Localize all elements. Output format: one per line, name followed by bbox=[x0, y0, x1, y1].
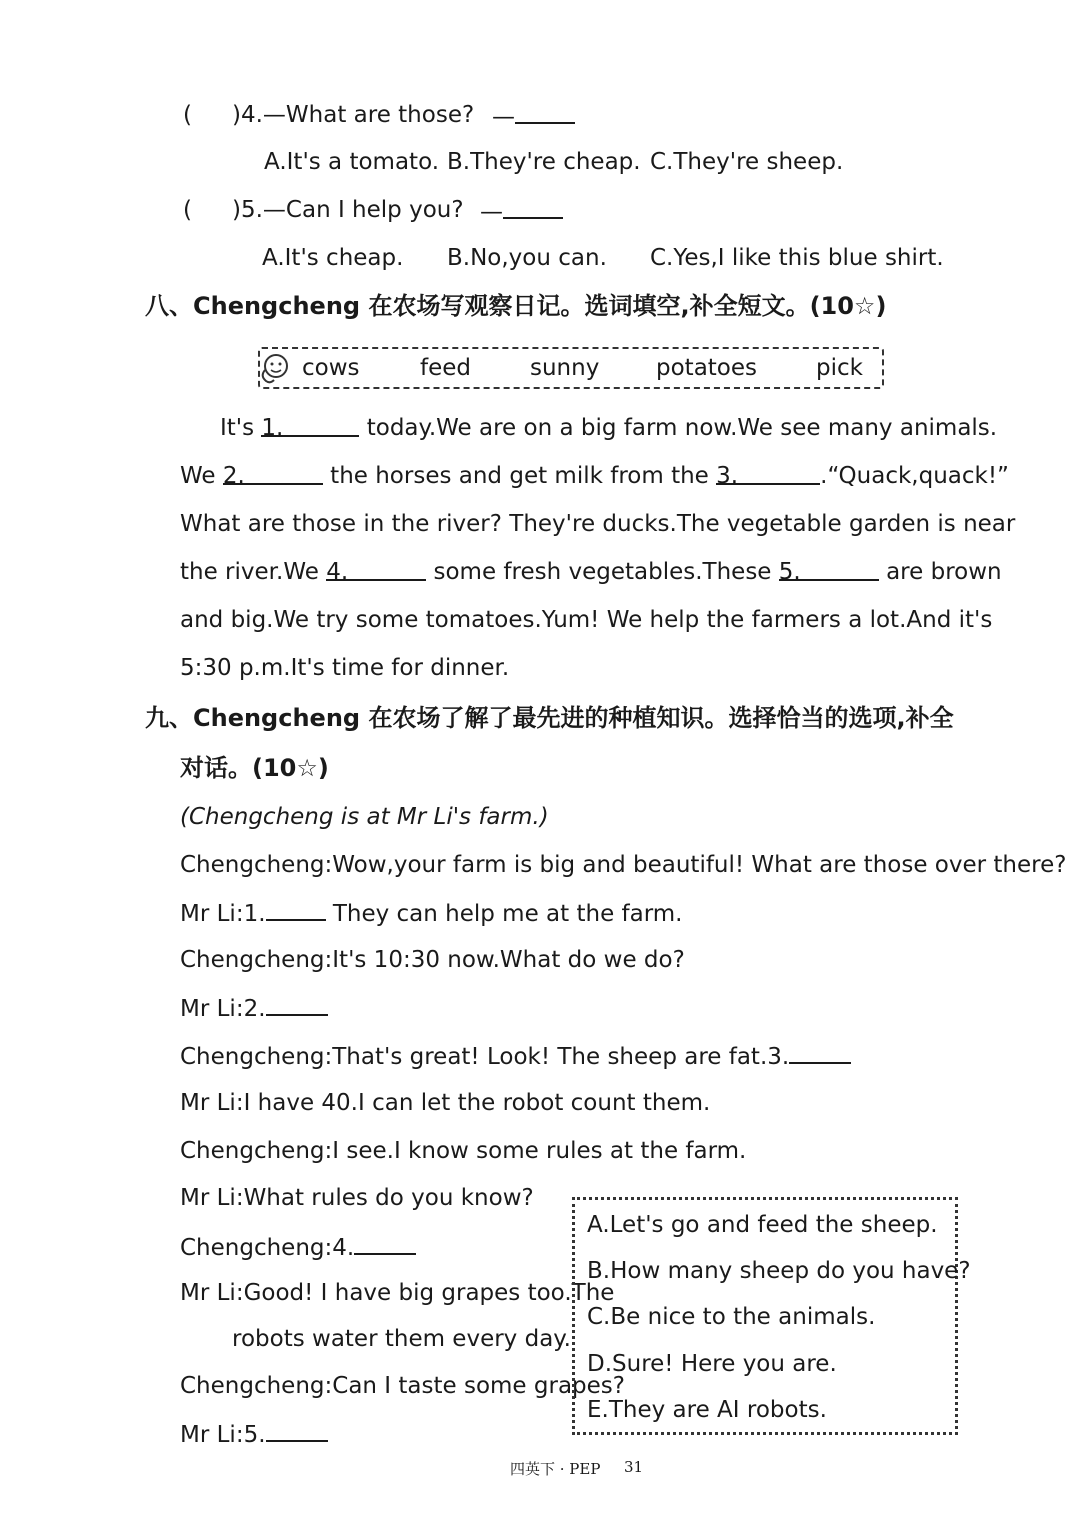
word-cows: cows bbox=[302, 355, 360, 381]
dialogue-line: Mr Li:1. They can help me at the farm. bbox=[180, 897, 683, 929]
page-number: 31 bbox=[624, 1458, 644, 1476]
option-a: A.Let's go and feed the sheep. bbox=[587, 1212, 938, 1238]
q4-option-c: C.They're sheep. bbox=[650, 149, 844, 175]
dialogue-blank-1[interactable] bbox=[266, 897, 326, 921]
dialogue-line: Chengcheng:Wow,your farm is big and beautiful! What are those over there? bbox=[180, 852, 1067, 878]
option-b: B.How many sheep do you have? bbox=[587, 1258, 971, 1284]
q5-option-b: B.No,you can. bbox=[447, 245, 607, 271]
dialogue-line: Mr Li:2. bbox=[180, 992, 328, 1024]
q4-question: )4.—What are those? bbox=[232, 102, 475, 128]
dialogue-line: Chengcheng:I see.I know some rules at the farm. bbox=[180, 1138, 747, 1164]
passage-blank-5[interactable]: 5. bbox=[779, 557, 879, 581]
dialogue-blank-3[interactable] bbox=[789, 1040, 851, 1064]
option-d: D.Sure! Here you are. bbox=[587, 1351, 837, 1377]
dialogue-blank-2[interactable] bbox=[266, 992, 328, 1016]
passage-blank-3[interactable]: 3. bbox=[716, 461, 820, 485]
q4-option-a: A.It's a tomato. bbox=[264, 149, 440, 175]
dialogue-blank-5[interactable] bbox=[266, 1418, 328, 1442]
options-box bbox=[572, 1197, 971, 1435]
passage-blank-1[interactable]: 1. bbox=[261, 413, 359, 437]
dialogue-line: Chengcheng:Can I taste some grapes? bbox=[180, 1373, 625, 1399]
passage-line-6: 5:30 p.m.It's time for dinner. bbox=[180, 655, 510, 681]
passage-blank-4[interactable]: 4. bbox=[326, 557, 426, 581]
section8-heading: 八、Chengcheng 在农场写观察日记。选词填空,补全短文。(10☆) bbox=[145, 292, 887, 320]
dialogue-line: Mr Li:5. bbox=[180, 1418, 328, 1450]
answer-blank[interactable] bbox=[515, 100, 575, 124]
dialogue-line: Mr Li:I have 40.I can let the robot count them. bbox=[180, 1090, 711, 1116]
q4-answer: — bbox=[492, 100, 575, 132]
word-potatoes: potatoes bbox=[656, 355, 758, 381]
passage-line-1: It's 1. today.We are on a big farm now.We see many animals. bbox=[220, 415, 998, 441]
q5-question: )5.—Can I help you? bbox=[232, 197, 464, 223]
q5-answer: — bbox=[480, 195, 563, 227]
section9-heading-line2: 对话。(10☆) bbox=[180, 754, 329, 782]
dialogue-line: Chengcheng:It's 10:30 now.What do we do? bbox=[180, 947, 685, 973]
passage-line-3: What are those in the river? They're ducks.The vegetable garden is near bbox=[180, 511, 1016, 537]
dialogue-line: robots water them every day. bbox=[232, 1326, 571, 1352]
dialogue-line: Mr Li:Good! I have big grapes too.The bbox=[180, 1280, 615, 1306]
q4-paren: ( bbox=[183, 102, 192, 128]
section9-heading-line1: 九、Chengcheng 在农场了解了最先进的种植知识。选择恰当的选项,补全 bbox=[145, 704, 954, 732]
word-sunny: sunny bbox=[530, 355, 600, 381]
cartoon-mascot-icon bbox=[256, 350, 292, 386]
q5-option-a: A.It's cheap. bbox=[262, 245, 404, 271]
word-pick: pick bbox=[816, 355, 863, 381]
passage-blank-2[interactable]: 2. bbox=[223, 461, 323, 485]
dialogue-blank-4[interactable] bbox=[354, 1231, 416, 1255]
word-bank bbox=[258, 347, 884, 389]
q5-paren: ( bbox=[183, 197, 192, 223]
word-feed: feed bbox=[420, 355, 471, 381]
passage-line-2: We 2. the horses and get milk from the 3. .“Quack,quack!” bbox=[180, 463, 1009, 489]
stage-direction: (Chengcheng is at Mr Li's farm.) bbox=[180, 804, 549, 830]
q5-option-c: C.Yes,I like this blue shirt. bbox=[650, 245, 944, 271]
option-e: E.They are AI robots. bbox=[587, 1397, 827, 1423]
footer-label: 四英下 · PEP bbox=[510, 1460, 601, 1478]
dialogue-line: Chengcheng:That's great! Look! The sheep are fat.3. bbox=[180, 1040, 851, 1072]
dialogue-line: Chengcheng:4. bbox=[180, 1231, 416, 1263]
option-c: C.Be nice to the animals. bbox=[587, 1304, 876, 1330]
dialogue-line: Mr Li:What rules do you know? bbox=[180, 1185, 534, 1211]
q4-option-b: B.They're cheap. bbox=[447, 149, 641, 175]
answer-blank[interactable] bbox=[503, 195, 563, 219]
passage-line-5: and big.We try some tomatoes.Yum! We help the farmers a lot.And it's bbox=[180, 607, 993, 633]
passage-line-4: the river.We 4. some fresh vegetables.These 5. are brown bbox=[180, 559, 1002, 585]
